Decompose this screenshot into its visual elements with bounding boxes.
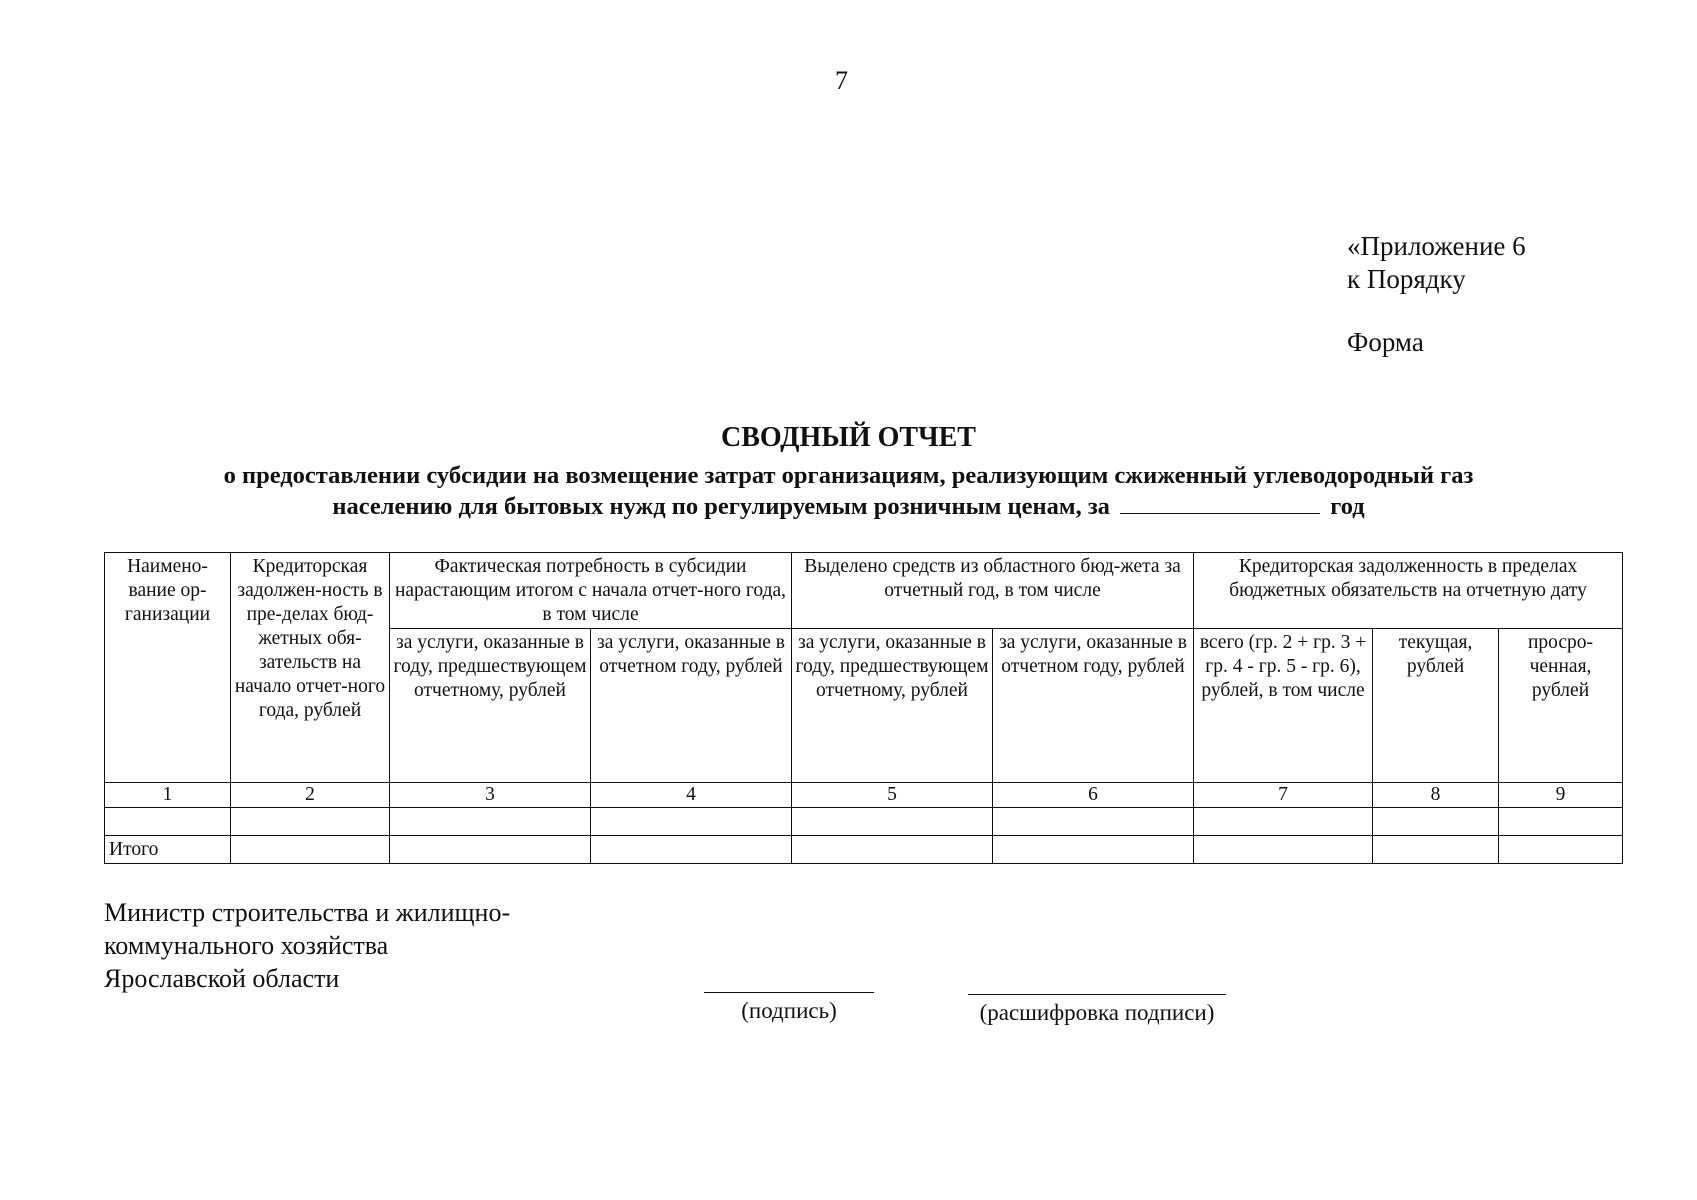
- column-number: 2: [231, 783, 390, 808]
- table-cell: [390, 808, 591, 836]
- table-cell: [591, 808, 792, 836]
- table-row: [105, 808, 1623, 836]
- column-number: 7: [1194, 783, 1373, 808]
- signature-line-2: коммунального хозяйства: [104, 931, 389, 960]
- header-debt-overdue: просро-ченная, рублей: [1499, 629, 1623, 783]
- report-title: СВОДНЫЙ ОТЧЕТ: [721, 422, 976, 453]
- signature-line-3: Ярославской области: [104, 964, 340, 993]
- page-number: 7: [835, 66, 848, 95]
- table-cell: [1194, 836, 1373, 864]
- decode-underline: [968, 994, 1226, 995]
- table-cell: [591, 836, 792, 864]
- appendix-block: [1347, 230, 1526, 359]
- header-fact-current-year: за услуги, оказанные в отчетном году, рублей: [591, 629, 792, 783]
- header-debt-current: текущая, рублей: [1373, 629, 1499, 783]
- report-subtitle: [60, 460, 1637, 522]
- header-fact-prev-year: за услуги, оказанные в году, предшествующем отчетному, рублей: [390, 629, 591, 783]
- signature-underline: [704, 992, 874, 993]
- table-cell: [105, 808, 231, 836]
- table-cell: [1194, 808, 1373, 836]
- column-number-row: [105, 783, 1623, 808]
- header-debt-total: всего (гр. 2 + гр. 3 + гр. 4 - гр. 5 - гр. 6), рублей, в том числе: [1194, 629, 1373, 783]
- total-label: Итого: [105, 836, 231, 864]
- table-cell: [390, 836, 591, 864]
- appendix-line-1: «Приложение 6: [1347, 231, 1526, 261]
- table-cell: [1499, 836, 1623, 864]
- year-blank-line: [1120, 491, 1320, 514]
- column-number: 5: [792, 783, 993, 808]
- header-group-fact: Фактическая потребность в субсидии нарастающим итогом с начала отчет-ного года, в том числе: [390, 553, 792, 629]
- table-cell: [1373, 808, 1499, 836]
- table-cell: [993, 836, 1194, 864]
- table-cell: [231, 836, 390, 864]
- column-number: 6: [993, 783, 1194, 808]
- header-allocated-prev-year: за услуги, оказанные в году, предшествующем отчетному, рублей: [792, 629, 993, 783]
- header-group-debt: Кредиторская задолженность в пределах бюджетных обязательств на отчетную дату: [1194, 553, 1623, 629]
- form-label: Форма: [1347, 327, 1424, 357]
- column-number: 3: [390, 783, 591, 808]
- signature-caption: (подпись): [741, 998, 837, 1023]
- total-row: [105, 836, 1623, 864]
- column-number: 8: [1373, 783, 1499, 808]
- table-cell: [993, 808, 1194, 836]
- subtitle-line-2-prefix: населению для бытовых нужд по регулируемым розничным ценам, за: [332, 493, 1110, 520]
- column-number: 4: [591, 783, 792, 808]
- decode-caption: (расшифровка подписи): [979, 1000, 1215, 1025]
- header-row-1: [105, 553, 1623, 629]
- table-cell: [792, 836, 993, 864]
- signature-line-1: Министр строительства и жилищно-: [104, 898, 511, 927]
- appendix-line-2: к Порядку: [1347, 264, 1466, 294]
- table-cell: [792, 808, 993, 836]
- table-cell: [231, 808, 390, 836]
- column-number: 1: [105, 783, 231, 808]
- table-cell: [1373, 836, 1499, 864]
- column-number: 9: [1499, 783, 1623, 808]
- signature-block: [104, 896, 510, 995]
- subtitle-line-1: о предоставлении субсидии на возмещение затрат организациям, реализующим сжиженный углеводородный газ: [223, 462, 1474, 489]
- header-org-name: Наимено-вание ор-ганизации: [105, 553, 231, 783]
- table-cell: [1499, 808, 1623, 836]
- header-allocated-current-year: за услуги, оказанные в отчетном году, рублей: [993, 629, 1194, 783]
- report-table: [104, 552, 1623, 864]
- header-group-allocated: Выделено средств из областного бюд-жета за отчетный год, в том числе: [792, 553, 1194, 629]
- subtitle-line-2: [60, 491, 1637, 522]
- header-debt-start: Кредиторская задолжен-ность в пре-делах бюд-жетных обя-зательств на начало отчет-ного года, рублей: [231, 553, 390, 783]
- subtitle-line-2-suffix: год: [1330, 493, 1365, 520]
